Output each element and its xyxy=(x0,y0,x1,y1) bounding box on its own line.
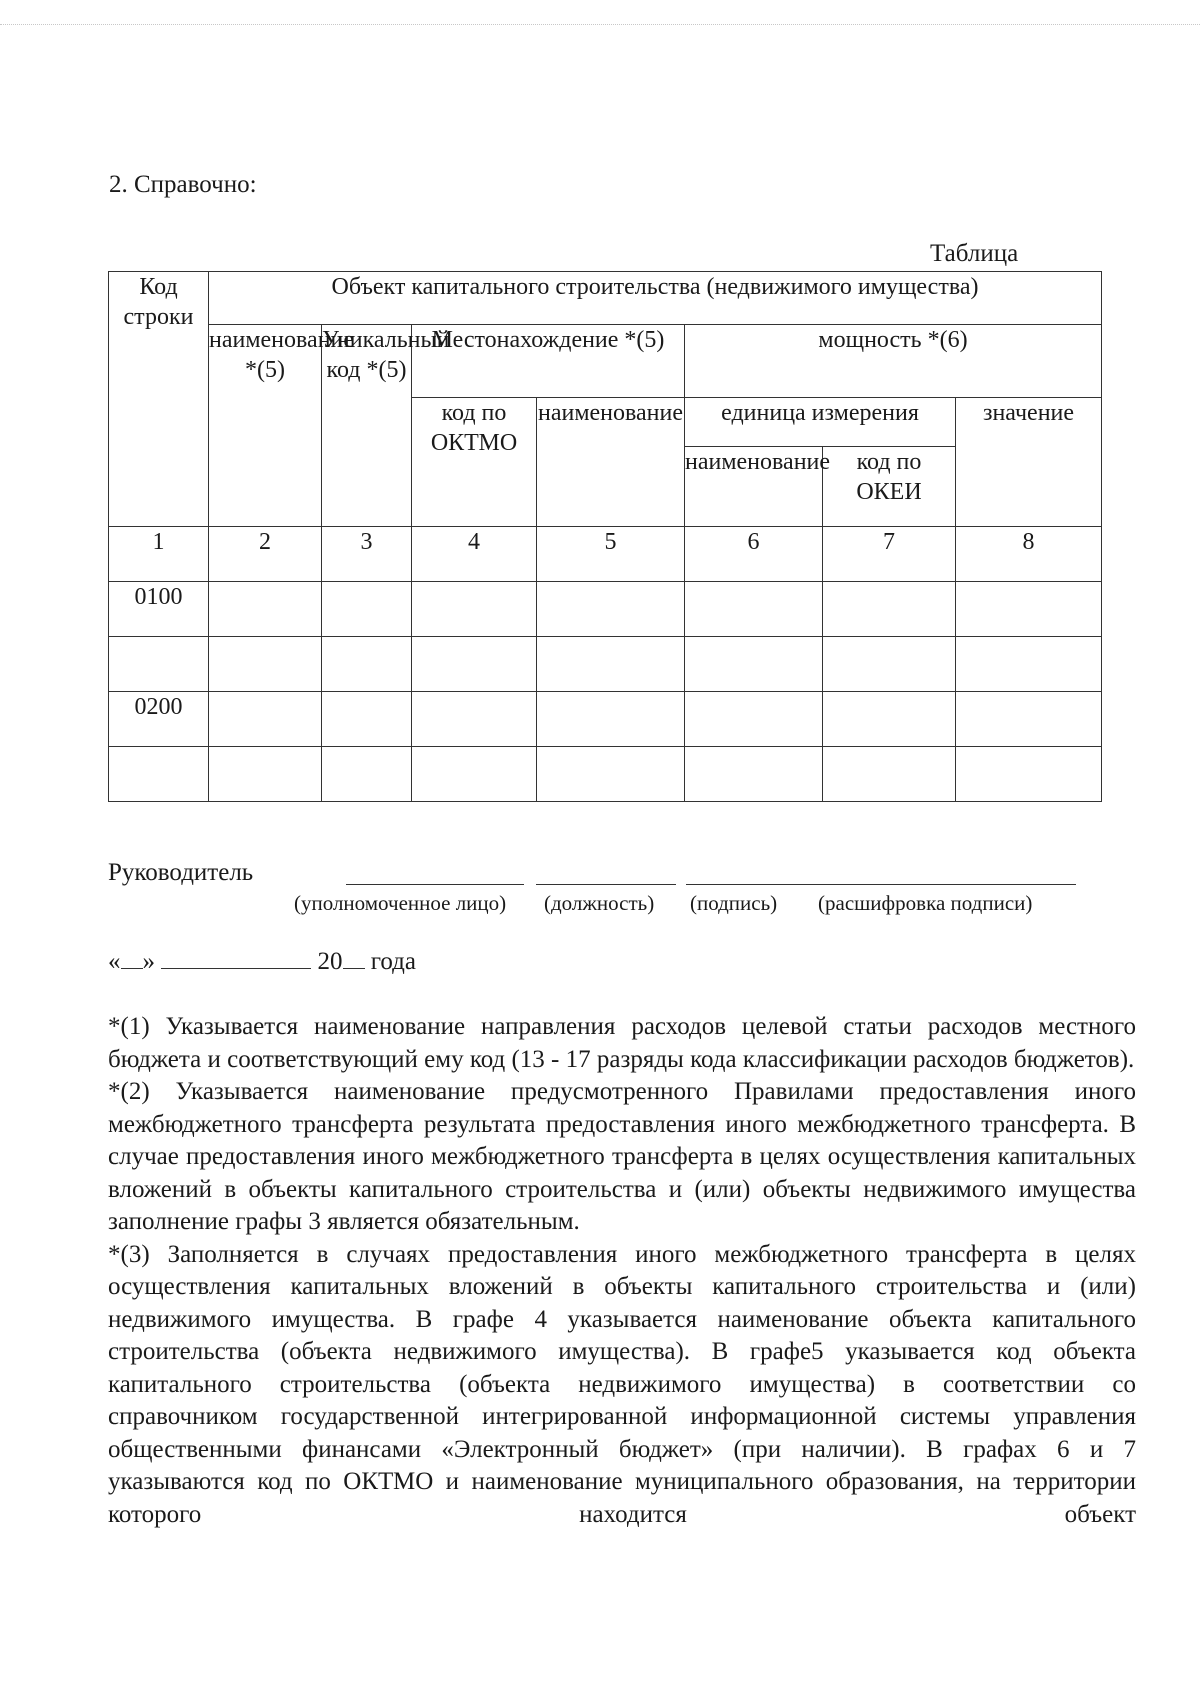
table-cell xyxy=(537,637,685,692)
caption-position: (должность) xyxy=(544,891,655,915)
day-blank[interactable] xyxy=(121,946,143,969)
row-code-cell: 0200 xyxy=(109,692,209,747)
table-cell xyxy=(412,692,537,747)
row-code-cell: 0100 xyxy=(109,582,209,637)
position-line[interactable] xyxy=(536,884,676,885)
table-cell xyxy=(685,582,823,637)
table-cell xyxy=(823,582,956,637)
table-cell xyxy=(956,747,1102,802)
table-row xyxy=(109,692,1102,747)
table-row xyxy=(109,582,1102,637)
header-oktmo-code: код по ОКТМО xyxy=(412,398,537,527)
year-blank[interactable] xyxy=(343,946,365,969)
footnote-1: *(1) Указывается наименование направления расходов целевой статьи расходов местного бюджета и соответствующий ему код (13 - 17 разряды кода классификации расходов бюджетов). xyxy=(108,1013,1136,1073)
table-cell xyxy=(322,582,412,637)
header-unit-name: наименование xyxy=(685,447,823,527)
table-cell xyxy=(209,582,322,637)
signature-line[interactable] xyxy=(686,884,1076,885)
table-cell xyxy=(685,747,823,802)
year-prefix: 20 xyxy=(317,948,343,975)
caption-signature: (подпись) xyxy=(690,891,778,915)
table-cell xyxy=(537,582,685,637)
column-number: 5 xyxy=(537,527,685,582)
table-cell xyxy=(209,747,322,802)
table-cell xyxy=(322,692,412,747)
table-cell xyxy=(823,747,956,802)
date-open-quote: « xyxy=(108,948,121,975)
header-name: наименование *(5) xyxy=(209,325,322,527)
reference-table xyxy=(108,271,1102,802)
section-title: 2. Справочно: xyxy=(109,171,257,198)
column-number-row xyxy=(109,527,1102,582)
column-number: 6 xyxy=(685,527,823,582)
table-row xyxy=(109,747,1102,802)
header-value: значение xyxy=(956,398,1102,527)
column-number: 8 xyxy=(956,527,1102,582)
table-cell xyxy=(537,692,685,747)
table-cell xyxy=(412,582,537,637)
table-cell xyxy=(412,637,537,692)
header-unique-code: Уникальный код *(5) xyxy=(322,325,412,527)
table-cell xyxy=(412,747,537,802)
column-number: 4 xyxy=(412,527,537,582)
header-location: Местонахождение *(5) xyxy=(412,325,685,398)
table-cell xyxy=(823,637,956,692)
authorized-person-line[interactable] xyxy=(346,884,524,885)
column-number: 2 xyxy=(209,527,322,582)
page-top-edge xyxy=(0,24,1200,25)
column-number: 7 xyxy=(823,527,956,582)
signature-block xyxy=(108,858,1108,938)
header-location-name: наименование xyxy=(537,398,685,527)
row-code-cell xyxy=(109,637,209,692)
row-code-cell xyxy=(109,747,209,802)
caption-decoding: (расшифровка подписи) xyxy=(818,891,1033,915)
footnote-2: *(2) Указывается наименование предусмотренного Правилами предоставления иного межбюджетного трансферта результата предоставления иного межбюджетного трансферта. В случае предоставления иного межбюджетного трансферта в целях осуществления капитальных вложений в объекты капитального строительства и (или) объекты недвижимого имущества заполнение графы 3 является обязательным. xyxy=(108,1078,1136,1235)
table-caption: Таблица xyxy=(930,240,1019,267)
header-okei-code: код по ОКЕИ xyxy=(823,447,956,527)
table-cell xyxy=(209,692,322,747)
caption-authorized: (уполномоченное лицо) xyxy=(294,891,507,915)
date-close-quote: » xyxy=(142,948,155,975)
table-cell xyxy=(537,747,685,802)
footnote-3: *(3) Заполняется в случаях предоставления иного межбюджетного трансферта в целях осуществления капитальных вложений в объекты капитального строительства и (или) недвижимого имущества. В графе 4 указывается наименование объекта капитального строительства (объекта недвижимого имущества). В графе5 указывается код объекта капитального строительства (объекта недвижимого имущества) в соответствии со справочником государственной интегрированной информационной системы управления общественными финансами «Электронный бюджет» (при наличии). В графах 6 и 7 указываются код по ОКТМО и наименование муниципального образования, на территории которого находится объект xyxy=(108,1240,1136,1528)
table-cell xyxy=(956,692,1102,747)
table-cell xyxy=(823,692,956,747)
signature-label: Руководитель xyxy=(108,859,254,886)
header-unit: единица измерения xyxy=(685,398,956,447)
header-object: Объект капитального строительства (недвижимого имущества) xyxy=(209,272,1102,325)
header-capacity: мощность *(6) xyxy=(685,325,1102,398)
month-blank[interactable] xyxy=(161,946,311,969)
column-number: 3 xyxy=(322,527,412,582)
footnotes xyxy=(108,1011,1136,1531)
table-cell xyxy=(685,637,823,692)
table-cell xyxy=(209,637,322,692)
table-cell xyxy=(685,692,823,747)
date-line xyxy=(108,946,416,977)
table-cell xyxy=(322,637,412,692)
table-row xyxy=(109,637,1102,692)
table-cell xyxy=(956,637,1102,692)
table-cell xyxy=(956,582,1102,637)
column-number: 1 xyxy=(109,527,209,582)
header-row-code: Код строки xyxy=(109,272,209,527)
year-suffix: года xyxy=(370,948,416,975)
table-cell xyxy=(322,747,412,802)
